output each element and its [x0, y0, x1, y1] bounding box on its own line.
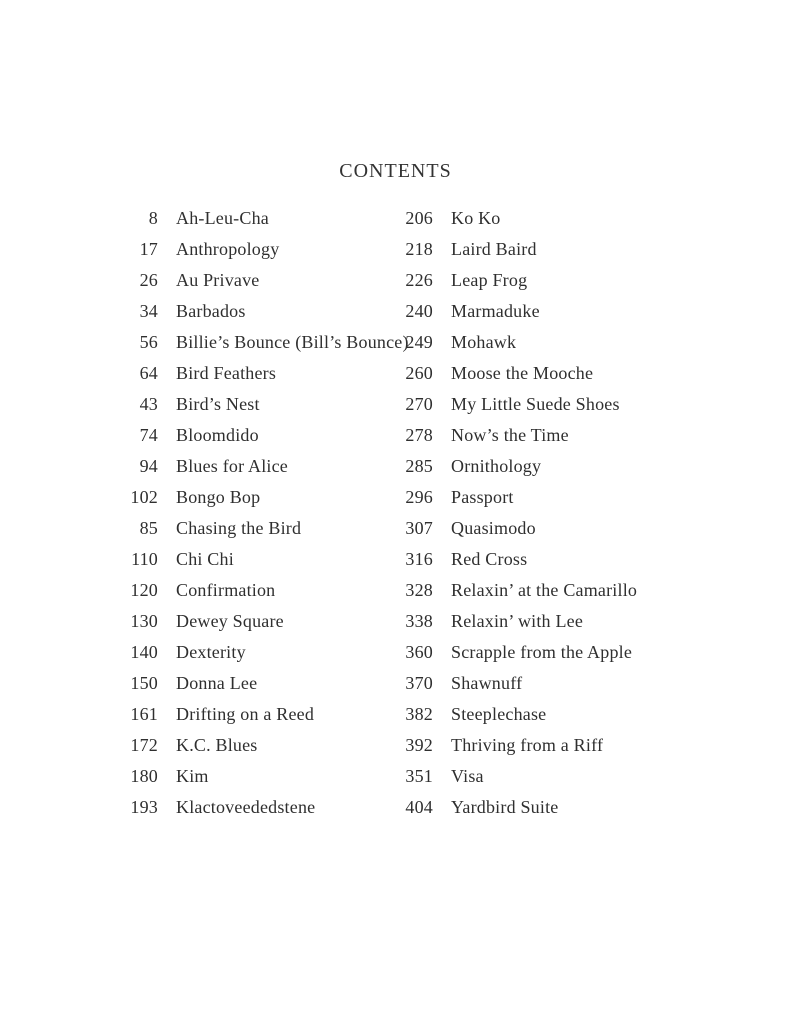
toc-entry-title: Moose the Mooche	[451, 363, 594, 383]
toc-entry-title: My Little Suede Shoes	[451, 394, 620, 414]
toc-entry	[385, 668, 637, 699]
toc-entry	[110, 327, 409, 358]
toc-entry-page-number: 140	[130, 642, 158, 662]
toc-entry-title: Billie’s Bounce (Bill’s Bounce)	[176, 332, 409, 352]
toc-entry	[385, 699, 637, 730]
toc-entry-page-number: 260	[405, 363, 433, 383]
toc-entry	[110, 513, 409, 544]
toc-entry-page-number: 26	[139, 270, 158, 290]
toc-entry-page-number: 206	[405, 208, 433, 228]
toc-entry	[385, 420, 637, 451]
toc-entry	[110, 358, 409, 389]
toc-entry-page-number: 34	[139, 301, 158, 321]
toc-entry-page-number: 240	[405, 301, 433, 321]
toc-entry-title: Ornithology	[451, 456, 542, 476]
toc-entry	[110, 699, 409, 730]
toc-entry-title: Barbados	[176, 301, 246, 321]
toc-entry-title: Visa	[451, 766, 484, 786]
toc-entry-page-number: 404	[405, 797, 433, 817]
toc-entry-page-number: 249	[405, 332, 433, 352]
toc-entry-title: Drifting on a Reed	[176, 704, 315, 724]
contents-column-right	[385, 203, 637, 823]
toc-entry	[110, 420, 409, 451]
toc-entry-title: Relaxin’ at the Camarillo	[451, 580, 638, 600]
toc-entry-page-number: 316	[405, 549, 433, 569]
toc-entry	[110, 792, 409, 823]
toc-entry-page-number: 180	[130, 766, 158, 786]
toc-entry	[385, 637, 637, 668]
toc-entry-title: Scrapple from the Apple	[451, 642, 633, 662]
toc-entry	[110, 389, 409, 420]
toc-entry-page-number: 8	[148, 208, 158, 228]
toc-entry-title: Dewey Square	[176, 611, 284, 631]
toc-entry-page-number: 278	[405, 425, 433, 445]
toc-entry-title: Bird’s Nest	[176, 394, 260, 414]
toc-entry-page-number: 307	[405, 518, 433, 538]
toc-entry-title: Klactoveededstene	[176, 797, 316, 817]
toc-entry	[110, 637, 409, 668]
toc-entry	[110, 451, 409, 482]
toc-entry	[110, 668, 409, 699]
toc-entry-title: Thriving from a Riff	[451, 735, 604, 755]
toc-entry-title: Red Cross	[451, 549, 528, 569]
toc-entry-page-number: 218	[405, 239, 433, 259]
toc-entry-title: Mohawk	[451, 332, 517, 352]
toc-entry	[385, 327, 637, 358]
toc-entry-page-number: 64	[139, 363, 158, 383]
toc-entry-title: Marmaduke	[451, 301, 540, 321]
toc-entry	[385, 482, 637, 513]
toc-entry-title: Steeplechase	[451, 704, 547, 724]
toc-entry-title: Ah-Leu-Cha	[176, 208, 269, 228]
toc-entry-title: Now’s the Time	[451, 425, 569, 445]
toc-entry-page-number: 161	[130, 704, 158, 724]
toc-entry-title: Bongo Bop	[176, 487, 261, 507]
toc-entry-title: Au Privave	[176, 270, 260, 290]
toc-entry-page-number: 43	[139, 394, 158, 414]
toc-entry	[110, 730, 409, 761]
toc-entry	[385, 451, 637, 482]
toc-entry-title: Shawnuff	[451, 673, 523, 693]
toc-entry-page-number: 56	[139, 332, 158, 352]
toc-entry	[110, 265, 409, 296]
toc-entry	[385, 513, 637, 544]
toc-entry-page-number: 328	[405, 580, 433, 600]
toc-entry-title: K.C. Blues	[176, 735, 258, 755]
toc-entry-title: Blues for Alice	[176, 456, 288, 476]
toc-entry-page-number: 74	[139, 425, 158, 445]
toc-entry-page-number: 382	[405, 704, 433, 724]
toc-entry-page-number: 351	[405, 766, 433, 786]
toc-entry-page-number: 338	[405, 611, 433, 631]
toc-entry-title: Chasing the Bird	[176, 518, 302, 538]
toc-entry-title: Ko Ko	[451, 208, 501, 228]
toc-entry-title: Donna Lee	[176, 673, 258, 693]
toc-entry-title: Yardbird Suite	[451, 797, 559, 817]
toc-entry-page-number: 85	[139, 518, 158, 538]
toc-entry	[385, 606, 637, 637]
toc-entry-page-number: 285	[405, 456, 433, 476]
toc-entry-page-number: 270	[405, 394, 433, 414]
toc-entry-title: Chi Chi	[176, 549, 234, 569]
toc-entry	[385, 296, 637, 327]
toc-entry-page-number: 172	[130, 735, 158, 755]
toc-entry-page-number: 296	[405, 487, 433, 507]
toc-entry-page-number: 102	[130, 487, 158, 507]
toc-entry	[385, 234, 637, 265]
toc-entry-title: Quasimodo	[451, 518, 536, 538]
toc-entry-title: Anthropology	[176, 239, 280, 259]
toc-entry-page-number: 360	[405, 642, 433, 662]
toc-entry	[385, 389, 637, 420]
toc-entry	[110, 203, 409, 234]
toc-entry-title: Kim	[176, 766, 209, 786]
toc-entry-page-number: 120	[130, 580, 158, 600]
toc-entry	[385, 575, 637, 606]
toc-entry-title: Dexterity	[176, 642, 246, 662]
contents-column-left	[110, 203, 409, 823]
toc-entry	[110, 482, 409, 513]
toc-entry	[110, 575, 409, 606]
toc-entry-title: Relaxin’ with Lee	[451, 611, 584, 631]
toc-entry	[110, 234, 409, 265]
toc-entry	[110, 761, 409, 792]
toc-entry-page-number: 392	[405, 735, 433, 755]
toc-entry-title: Leap Frog	[451, 270, 528, 290]
toc-entry-page-number: 110	[131, 549, 158, 569]
toc-entry-page-number: 226	[405, 270, 433, 290]
toc-entry	[385, 544, 637, 575]
toc-entry	[110, 296, 409, 327]
toc-entry-title: Bloomdido	[176, 425, 259, 445]
toc-entry	[385, 761, 637, 792]
toc-entry	[110, 544, 409, 575]
toc-entry-title: Laird Baird	[451, 239, 537, 259]
toc-entry	[385, 730, 637, 761]
toc-entry-page-number: 193	[130, 797, 158, 817]
page-title: CONTENTS	[339, 160, 452, 182]
toc-entry-page-number: 94	[139, 456, 158, 476]
toc-entry-title: Passport	[451, 487, 514, 507]
toc-entry-page-number: 150	[130, 673, 158, 693]
toc-entry	[110, 606, 409, 637]
toc-entry-page-number: 370	[405, 673, 433, 693]
toc-entry-title: Confirmation	[176, 580, 276, 600]
toc-entry	[385, 358, 637, 389]
toc-entry	[385, 203, 637, 234]
toc-entry	[385, 265, 637, 296]
toc-entry-page-number: 17	[139, 239, 158, 259]
toc-entry-title: Bird Feathers	[176, 363, 277, 383]
toc-entry	[385, 792, 637, 823]
toc-entry-page-number: 130	[130, 611, 158, 631]
